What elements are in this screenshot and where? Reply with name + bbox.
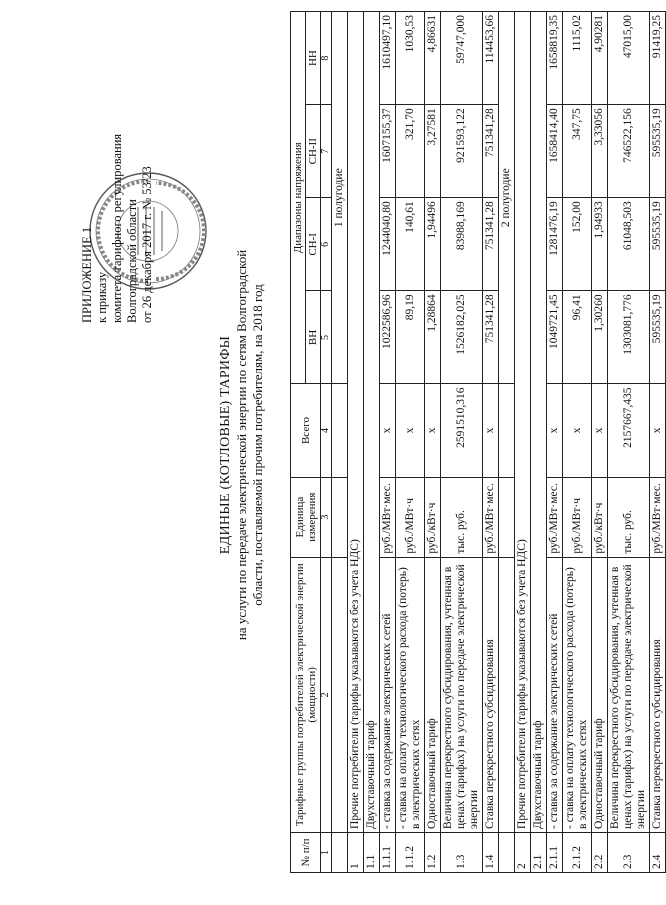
- value-sn2: 347,75: [563, 105, 592, 198]
- row-number: 2.2: [592, 832, 608, 872]
- value-sn2: 321,70: [396, 105, 425, 198]
- value-sn1: 1244040,80: [380, 198, 396, 291]
- table-index-row: [321, 12, 332, 873]
- header-voltage-ranges: Диапазоны напряжения: [291, 12, 306, 384]
- row-number: 2.1.1: [547, 832, 563, 872]
- row-number: 2.1.2: [563, 832, 592, 872]
- row-number: 2.4: [650, 832, 666, 872]
- value-total: x: [396, 384, 425, 477]
- value-nn: 59747,000: [441, 12, 483, 105]
- table-section-row: [515, 12, 531, 873]
- value-sn1: 152,00: [563, 198, 592, 291]
- value-nn: 1658819,35: [547, 12, 563, 105]
- value-nn: 1030,53: [396, 12, 425, 105]
- row-name: Одноставочный тариф: [425, 557, 441, 832]
- appendix-line-1: к приказу: [95, 271, 109, 323]
- table-subhead-row: [499, 12, 515, 873]
- row-number: 2.1: [531, 832, 547, 872]
- value-total: 2591510,316: [441, 384, 483, 477]
- value-sn2: 3,33056: [592, 105, 608, 198]
- value-nn: 1610497,10: [380, 12, 396, 105]
- row-name: Величина перекрестного субсидирования, учтенная в ценах (тарифах) на услуги по передаче электрической энергии: [608, 557, 650, 832]
- table-body: [332, 12, 666, 873]
- header-sn1: СН-I: [306, 198, 321, 291]
- value-vn: 1526182,025: [441, 291, 483, 384]
- value-total: x: [380, 384, 396, 477]
- value-nn: 91419,25: [650, 12, 666, 105]
- row-name: Одноставочный тариф: [592, 557, 608, 832]
- row-number: 1.1.1: [380, 832, 396, 872]
- title-main: ЕДИНЫЕ (КОТЛОВЫЕ) ТАРИФЫ: [218, 335, 233, 555]
- value-sn2: 751341,28: [483, 105, 499, 198]
- value-sn1: 751341,28: [483, 198, 499, 291]
- period-label: 1 полугодие: [332, 12, 348, 384]
- empty-cell: [332, 832, 348, 872]
- row-name: Ставка перекрестного субсидирования: [483, 557, 499, 832]
- row-name: - ставка за содержание электрических сетей: [380, 557, 396, 832]
- table-section-row: [348, 12, 364, 873]
- index-cell: 6: [321, 198, 332, 291]
- period-label: 2 полугодие: [499, 12, 515, 384]
- value-sn2: 1658414,40: [547, 105, 563, 198]
- appendix-line-2: комитета тарифного регулирования: [110, 133, 124, 323]
- row-name: - ставка на оплату технологического расхода (потерь) в электрических сетях: [396, 557, 425, 832]
- row-name: Прочие потребители (тарифы указываются без учета НДС): [515, 12, 531, 833]
- value-vn: 1049721,45: [547, 291, 563, 384]
- value-vn: 1022586,96: [380, 291, 396, 384]
- empty-cell: [499, 384, 515, 477]
- value-sn1: 1,94933: [592, 198, 608, 291]
- value-total: x: [425, 384, 441, 477]
- empty-cell: [499, 477, 515, 557]
- table-row: [547, 12, 563, 873]
- document-title: [218, 185, 266, 705]
- row-name: Величина перекрестного субсидирования, учтенная в ценах (тарифах) на услуги по передаче электрической энергии: [441, 557, 483, 832]
- row-name: - ставка на оплату технологического расхода (потерь) в электрических сетях: [563, 557, 592, 832]
- row-name: Двухставочный тариф: [531, 12, 547, 833]
- value-nn: 114453,66: [483, 12, 499, 105]
- appendix-title: ПРИЛОЖЕНИЕ 1: [80, 226, 94, 323]
- value-total: x: [563, 384, 592, 477]
- row-unit: тыс. руб.: [608, 477, 650, 557]
- appendix-line-3: Волгоградской области: [125, 199, 139, 323]
- value-sn1: 595535,19: [650, 198, 666, 291]
- row-unit: руб./МВт·мес.: [650, 477, 666, 557]
- value-vn: 751341,28: [483, 291, 499, 384]
- index-cell: 8: [321, 12, 332, 105]
- table-row: [563, 12, 592, 873]
- header-num: № п/п: [291, 832, 321, 872]
- value-total: x: [547, 384, 563, 477]
- index-cell: 1: [321, 832, 332, 872]
- table-row: [396, 12, 425, 873]
- value-sn1: 140,61: [396, 198, 425, 291]
- appendix-line-4: от 26 декабря 2017 г. № 53/23: [140, 166, 154, 323]
- value-vn: 1303081,776: [608, 291, 650, 384]
- value-vn: 1,28864: [425, 291, 441, 384]
- table-row: [650, 12, 666, 873]
- row-number: 1: [348, 832, 364, 872]
- value-total: x: [483, 384, 499, 477]
- table-row: [425, 12, 441, 873]
- title-line-3: области, поставляемой прочим потребителям, на 2018 год: [250, 284, 265, 606]
- empty-cell: [332, 557, 348, 832]
- value-sn2: 3,27581: [425, 105, 441, 198]
- row-name: Двухставочный тариф: [364, 12, 380, 833]
- value-nn: 1115,02: [563, 12, 592, 105]
- index-cell: 7: [321, 105, 332, 198]
- header-name: Тарифные группы потребителей электрической энергии (мощности): [291, 557, 321, 832]
- row-unit: руб./кВт·ч: [425, 477, 441, 557]
- value-vn: 96,41: [563, 291, 592, 384]
- header-nn: НН: [306, 12, 321, 105]
- index-cell: 5: [321, 291, 332, 384]
- table-header-row: [291, 12, 306, 873]
- row-unit: тыс. руб.: [441, 477, 483, 557]
- value-sn2: 1607155,37: [380, 105, 396, 198]
- empty-cell: [332, 477, 348, 557]
- empty-cell: [499, 557, 515, 832]
- table-row: [592, 12, 608, 873]
- value-sn1: 61048,503: [608, 198, 650, 291]
- row-unit: руб./МВт·ч: [396, 477, 425, 557]
- value-total: x: [650, 384, 666, 477]
- header-unit: Единица измерения: [291, 477, 321, 557]
- value-sn1: 83988,169: [441, 198, 483, 291]
- row-number: 1.1.2: [396, 832, 425, 872]
- row-number: 2: [515, 832, 531, 872]
- table-subhead-row: [332, 12, 348, 873]
- table-section-row: [531, 12, 547, 873]
- index-cell: 2: [321, 557, 332, 832]
- empty-cell: [499, 832, 515, 872]
- row-unit: руб./МВт·ч: [563, 477, 592, 557]
- header-sn2: СН-II: [306, 105, 321, 198]
- value-nn: 4,86631: [425, 12, 441, 105]
- value-nn: 4,90281: [592, 12, 608, 105]
- appendix-block: [80, 23, 155, 323]
- row-name: - ставка за содержание электрических сетей: [547, 557, 563, 832]
- index-cell: 4: [321, 384, 332, 477]
- row-unit: руб./МВт·мес.: [380, 477, 396, 557]
- table-section-row: [364, 12, 380, 873]
- header-vn: ВН: [306, 291, 321, 384]
- row-unit: руб./МВт·мес.: [483, 477, 499, 557]
- row-number: 2.3: [608, 832, 650, 872]
- value-total: 2157667,435: [608, 384, 650, 477]
- value-vn: 1,30260: [592, 291, 608, 384]
- value-nn: 47015,00: [608, 12, 650, 105]
- value-sn2: 746522,156: [608, 105, 650, 198]
- empty-cell: [332, 384, 348, 477]
- table-row: [441, 12, 483, 873]
- row-number: 1.3: [441, 832, 483, 872]
- value-vn: 595535,19: [650, 291, 666, 384]
- value-vn: 89,19: [396, 291, 425, 384]
- index-cell: 3: [321, 477, 332, 557]
- row-unit: руб./кВт·ч: [592, 477, 608, 557]
- table-row: [483, 12, 499, 873]
- row-name: Прочие потребители (тарифы указываются без учета НДС): [348, 12, 364, 833]
- row-name: Ставка перекрестного субсидирования: [650, 557, 666, 832]
- header-total: Всего: [291, 384, 321, 477]
- row-number: 1.2: [425, 832, 441, 872]
- table-row: [380, 12, 396, 873]
- table-row: [608, 12, 650, 873]
- row-unit: руб./МВт·мес.: [547, 477, 563, 557]
- row-number: 1.1: [364, 832, 380, 872]
- row-number: 1.4: [483, 832, 499, 872]
- title-line-2: на услуги по передаче электрической энергии по сетям Волгоградской: [234, 249, 249, 641]
- value-sn2: 595535,19: [650, 105, 666, 198]
- tariffs-table: [290, 11, 666, 873]
- value-sn1: 1,94496: [425, 198, 441, 291]
- value-sn2: 921593,122: [441, 105, 483, 198]
- value-total: x: [592, 384, 608, 477]
- value-sn1: 1281476,19: [547, 198, 563, 291]
